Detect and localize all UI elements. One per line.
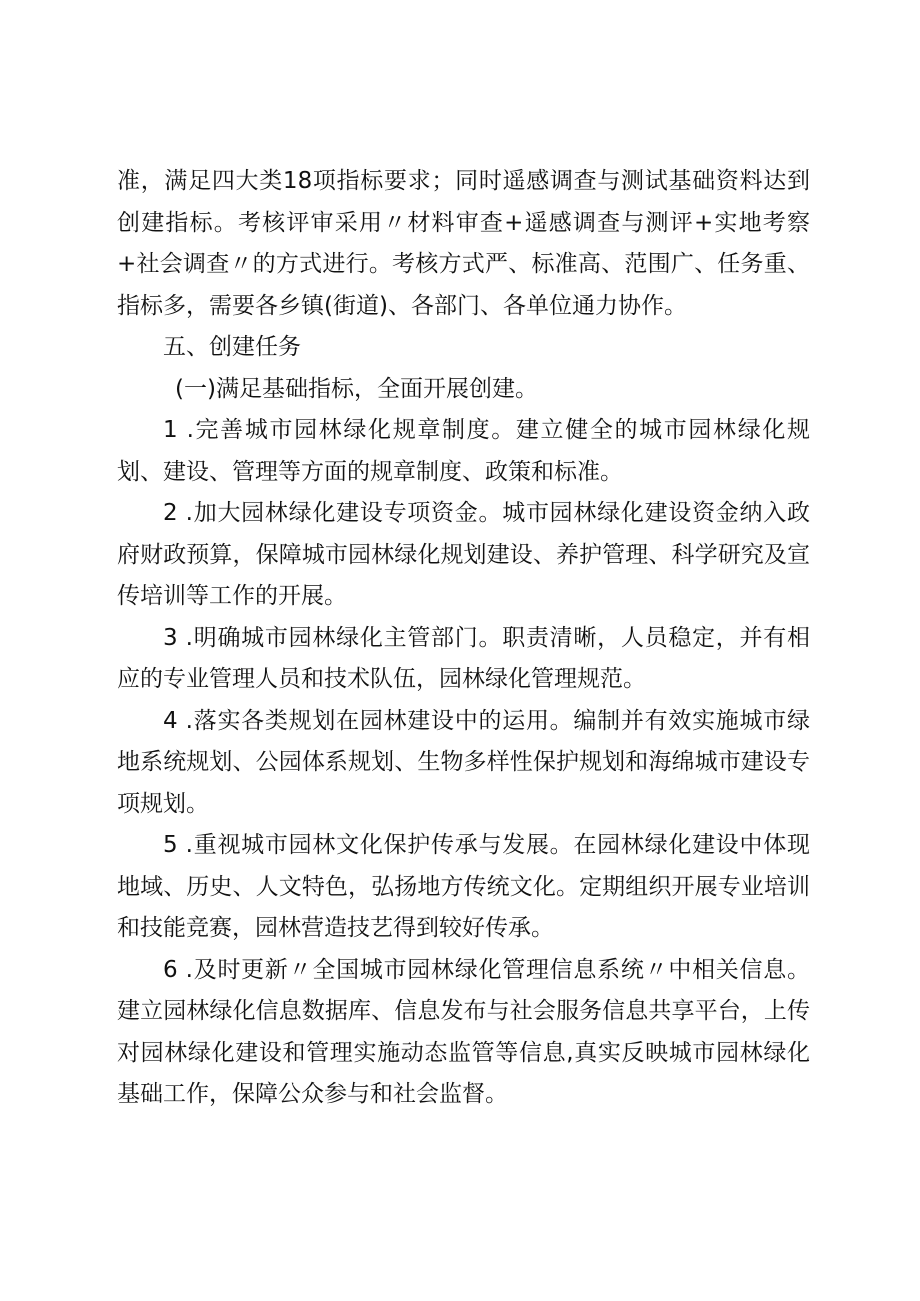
task-item-1: 1 .完善城市园林绿化规章制度。建立健全的城市园林绿化规划、建设、管理等方面的规章制度、政策和标准。 xyxy=(117,417,810,485)
task-item-6: 6 .及时更新〃全国城市园林绿化管理信息系统〃中相关信息。建立园林绿化信息数据库、信息发布与社会服务信息共享平台，上传对园林绿化建设和管理实施动态监管等信息,真实反映城市园林绿化基础工作，保障公众参与和社会监督。 xyxy=(117,956,810,1107)
task-item-3: 3 .明确城市园林绿化主管部门。职责清晰，人员稳定，并有相应的专业管理人员和技术队伍，园林绿化管理规范。 xyxy=(117,624,810,692)
subsection-heading-basic-indicators: (一)满足基础指标，全面开展创建。 xyxy=(175,375,538,402)
task-item-5: 5 .重视城市园林文化保护传承与发展。在园林绿化建设中体现地域、历史、人文特色，弘扬地方传统文化。定期组织开展专业培训和技能竞赛，园林营造技艺得到较好传承。 xyxy=(117,832,810,941)
task-item-2: 2 .加大园林绿化建设专项资金。城市园林绿化建设资金纳入政府财政预算，保障城市园林绿化规划建设、养护管理、科学研究及宣传培训等工作的开展。 xyxy=(117,500,810,609)
document-page xyxy=(117,161,810,1116)
task-item-4: 4 .落实各类规划在园林建设中的运用。编制并有效实施城市绿地系统规划、公园体系规划、生物多样性保护规划和海绵城市建设专项规划。 xyxy=(117,707,810,817)
paragraph-criteria-continuation: 准，满足四大类18项指标要求；同时遥感调查与测试基础资料达到创建指标。考核评审采用〃材料审查+遥感调查与测评+实地考察+社会调查〃的方式进行。考核方式严、标准高、范围广、任务重、指标多，需要各乡镇(街道)、各部门、各单位通力协作。 xyxy=(117,168,810,319)
section-heading-creation-tasks: 五、创建任务 xyxy=(163,334,301,360)
